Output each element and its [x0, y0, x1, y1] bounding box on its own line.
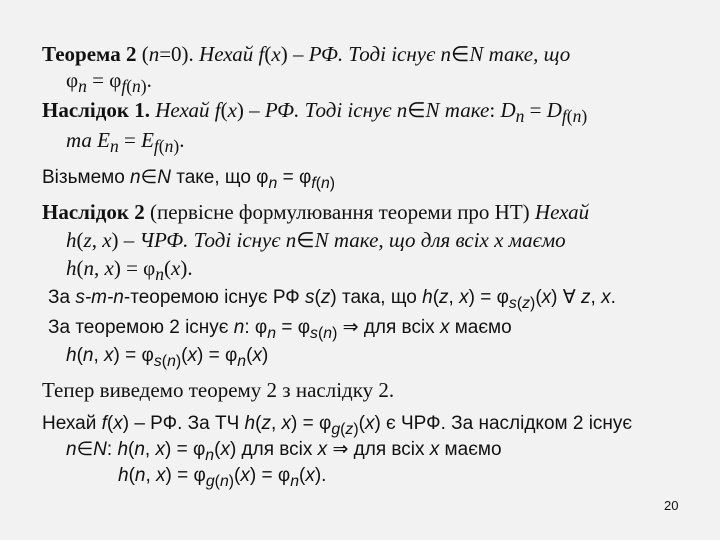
page-number: 20 — [664, 498, 679, 513]
theorem-2-line-1: Теорема 2 (n=0). Нехай f(x) – РФ. Тоді існує n∈N таке, що — [42, 42, 571, 66]
corollary-1-line-2: та $E_n = E_{f(n)}$. — [66, 128, 185, 157]
corollary-2-line-1: Наслідок 2 (первісне формулювання теореми про НТ) Нехай — [42, 200, 590, 224]
corollary-1-line-1: Наслідок 1. Нехай f(x) – РФ. Тоді існує n∈N таке: $D_n = D_{f(n)}$ — [42, 98, 588, 127]
take-n-line: Візьмемо n∈N таке, що $\varphi_n = \varphi_{f(n)}$ — [42, 167, 336, 192]
theorem-2-line-2: $\varphi_n = \varphi_{f(n)}$. — [66, 68, 152, 97]
let-f-line: Нехай f(x) – РФ. За ТЧ h(z, $x) = \varphi_{g(z)}(x)$ є ЧРФ. За наслідком 2 існує — [42, 413, 633, 438]
smn-line: За s-m-n-теоремою існує РФ s(z) така, що h(z, $x) = \varphi_{s(z)}(x)$ ∀ z, x. — [48, 287, 616, 312]
corollary-2-line-3: h(n, $x) = \varphi_n(x)$. — [66, 256, 193, 285]
now-derive-line: Тепер виведемо теорему 2 з наслідку 2. — [42, 378, 395, 402]
exists-n-line: n∈N: h(n, $x) = \varphi_n(x)$ для всіх x ⇒ для всіх x маємо — [66, 439, 502, 464]
h-equals-line: h(n, $x) = \varphi_{s(n)}(x) = \varphi_n(x)$ — [66, 345, 269, 370]
final-equation-line: h(n, $x) = \varphi_{g(n)}(x) = \varphi_n(x)$. — [118, 465, 327, 490]
by-theorem-2-line: За теоремою 2 існує n: $\varphi_n = \varphi_{s(n)}$ ⇒ для всіх x маємо — [48, 317, 512, 342]
corollary-2-line-2: h(z, x) – ЧРФ. Тоді існує n∈N таке, що для всіх x маємо — [66, 228, 566, 252]
